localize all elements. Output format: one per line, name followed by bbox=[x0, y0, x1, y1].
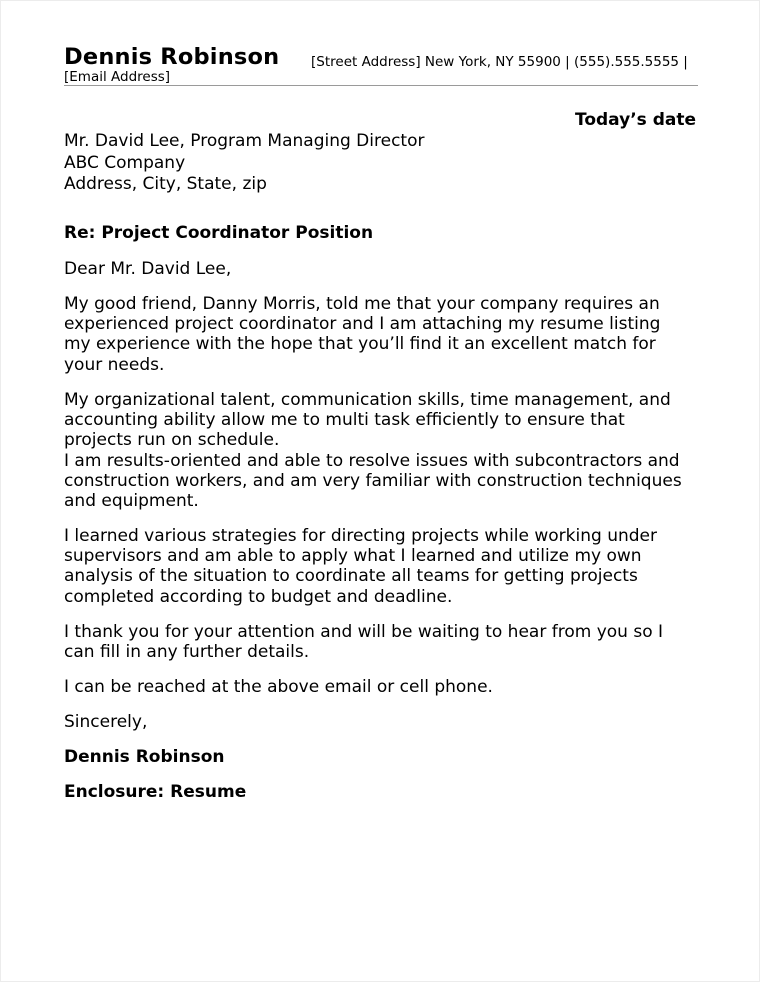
body-paragraph bbox=[64, 526, 657, 607]
paragraph-line: construction workers, and am very familiar with construction techniques bbox=[64, 470, 682, 491]
enclosure-note: Enclosure: Resume bbox=[64, 782, 247, 802]
paragraph-line: supervisors and am able to apply what I learned and utilize my own bbox=[64, 546, 642, 567]
paragraph-line: analysis of the situation to coordinate all teams for getting projects bbox=[64, 566, 638, 587]
signature-name: Dennis Robinson bbox=[64, 747, 225, 767]
paragraph-line: I thank you for your attention and will be waiting to hear from you so I bbox=[64, 622, 664, 642]
sender-name: Dennis Robinson bbox=[64, 44, 280, 70]
paragraph-line: I learned various strategies for directing projects while working under bbox=[64, 526, 657, 546]
paragraph-line: I can be reached at the above email or cell phone. bbox=[64, 677, 493, 697]
sender-email: [Email Address] bbox=[64, 69, 171, 85]
paragraph-line: I am results-oriented and able to resolve issues with subcontractors and bbox=[64, 450, 680, 471]
body-paragraph bbox=[64, 622, 663, 662]
closing: Sincerely, bbox=[64, 712, 148, 732]
subject-line: Re: Project Coordinator Position bbox=[64, 223, 374, 243]
recipient-line: Mr. David Lee, Program Managing Director bbox=[64, 131, 425, 151]
paragraph-line: projects run on schedule. bbox=[64, 430, 280, 451]
paragraph-line: completed according to budget and deadline. bbox=[64, 586, 453, 607]
body-paragraph bbox=[64, 390, 682, 511]
paragraph-line: my experience with the hope that you’ll find it an excellent match for bbox=[64, 334, 656, 355]
paragraph-line: experienced project coordinator and I am attaching my resume listing bbox=[64, 314, 661, 335]
paragraph-line: your needs. bbox=[64, 354, 165, 375]
body-paragraph bbox=[64, 294, 660, 375]
paragraph-line: My organizational talent, communication skills, time management, and bbox=[64, 390, 671, 410]
recipient-line: Address, City, State, zip bbox=[64, 174, 267, 194]
sender-contact: [Street Address] New York, NY 55900 | (555).555.5555 | bbox=[311, 54, 688, 70]
recipient-line: ABC Company bbox=[64, 152, 186, 173]
body-paragraph bbox=[64, 677, 493, 697]
header-divider bbox=[64, 85, 698, 86]
paragraph-line: My good friend, Danny Morris, told me that your company requires an bbox=[64, 294, 660, 314]
paragraph-line: accounting ability allow me to multi task efficiently to ensure that bbox=[64, 410, 625, 431]
letter-date: Today’s date bbox=[574, 110, 696, 130]
paragraph-line: can fill in any further details. bbox=[64, 642, 310, 663]
salutation: Dear Mr. David Lee, bbox=[64, 259, 232, 279]
paragraph-line: and equipment. bbox=[64, 491, 199, 512]
recipient-block bbox=[64, 131, 424, 196]
